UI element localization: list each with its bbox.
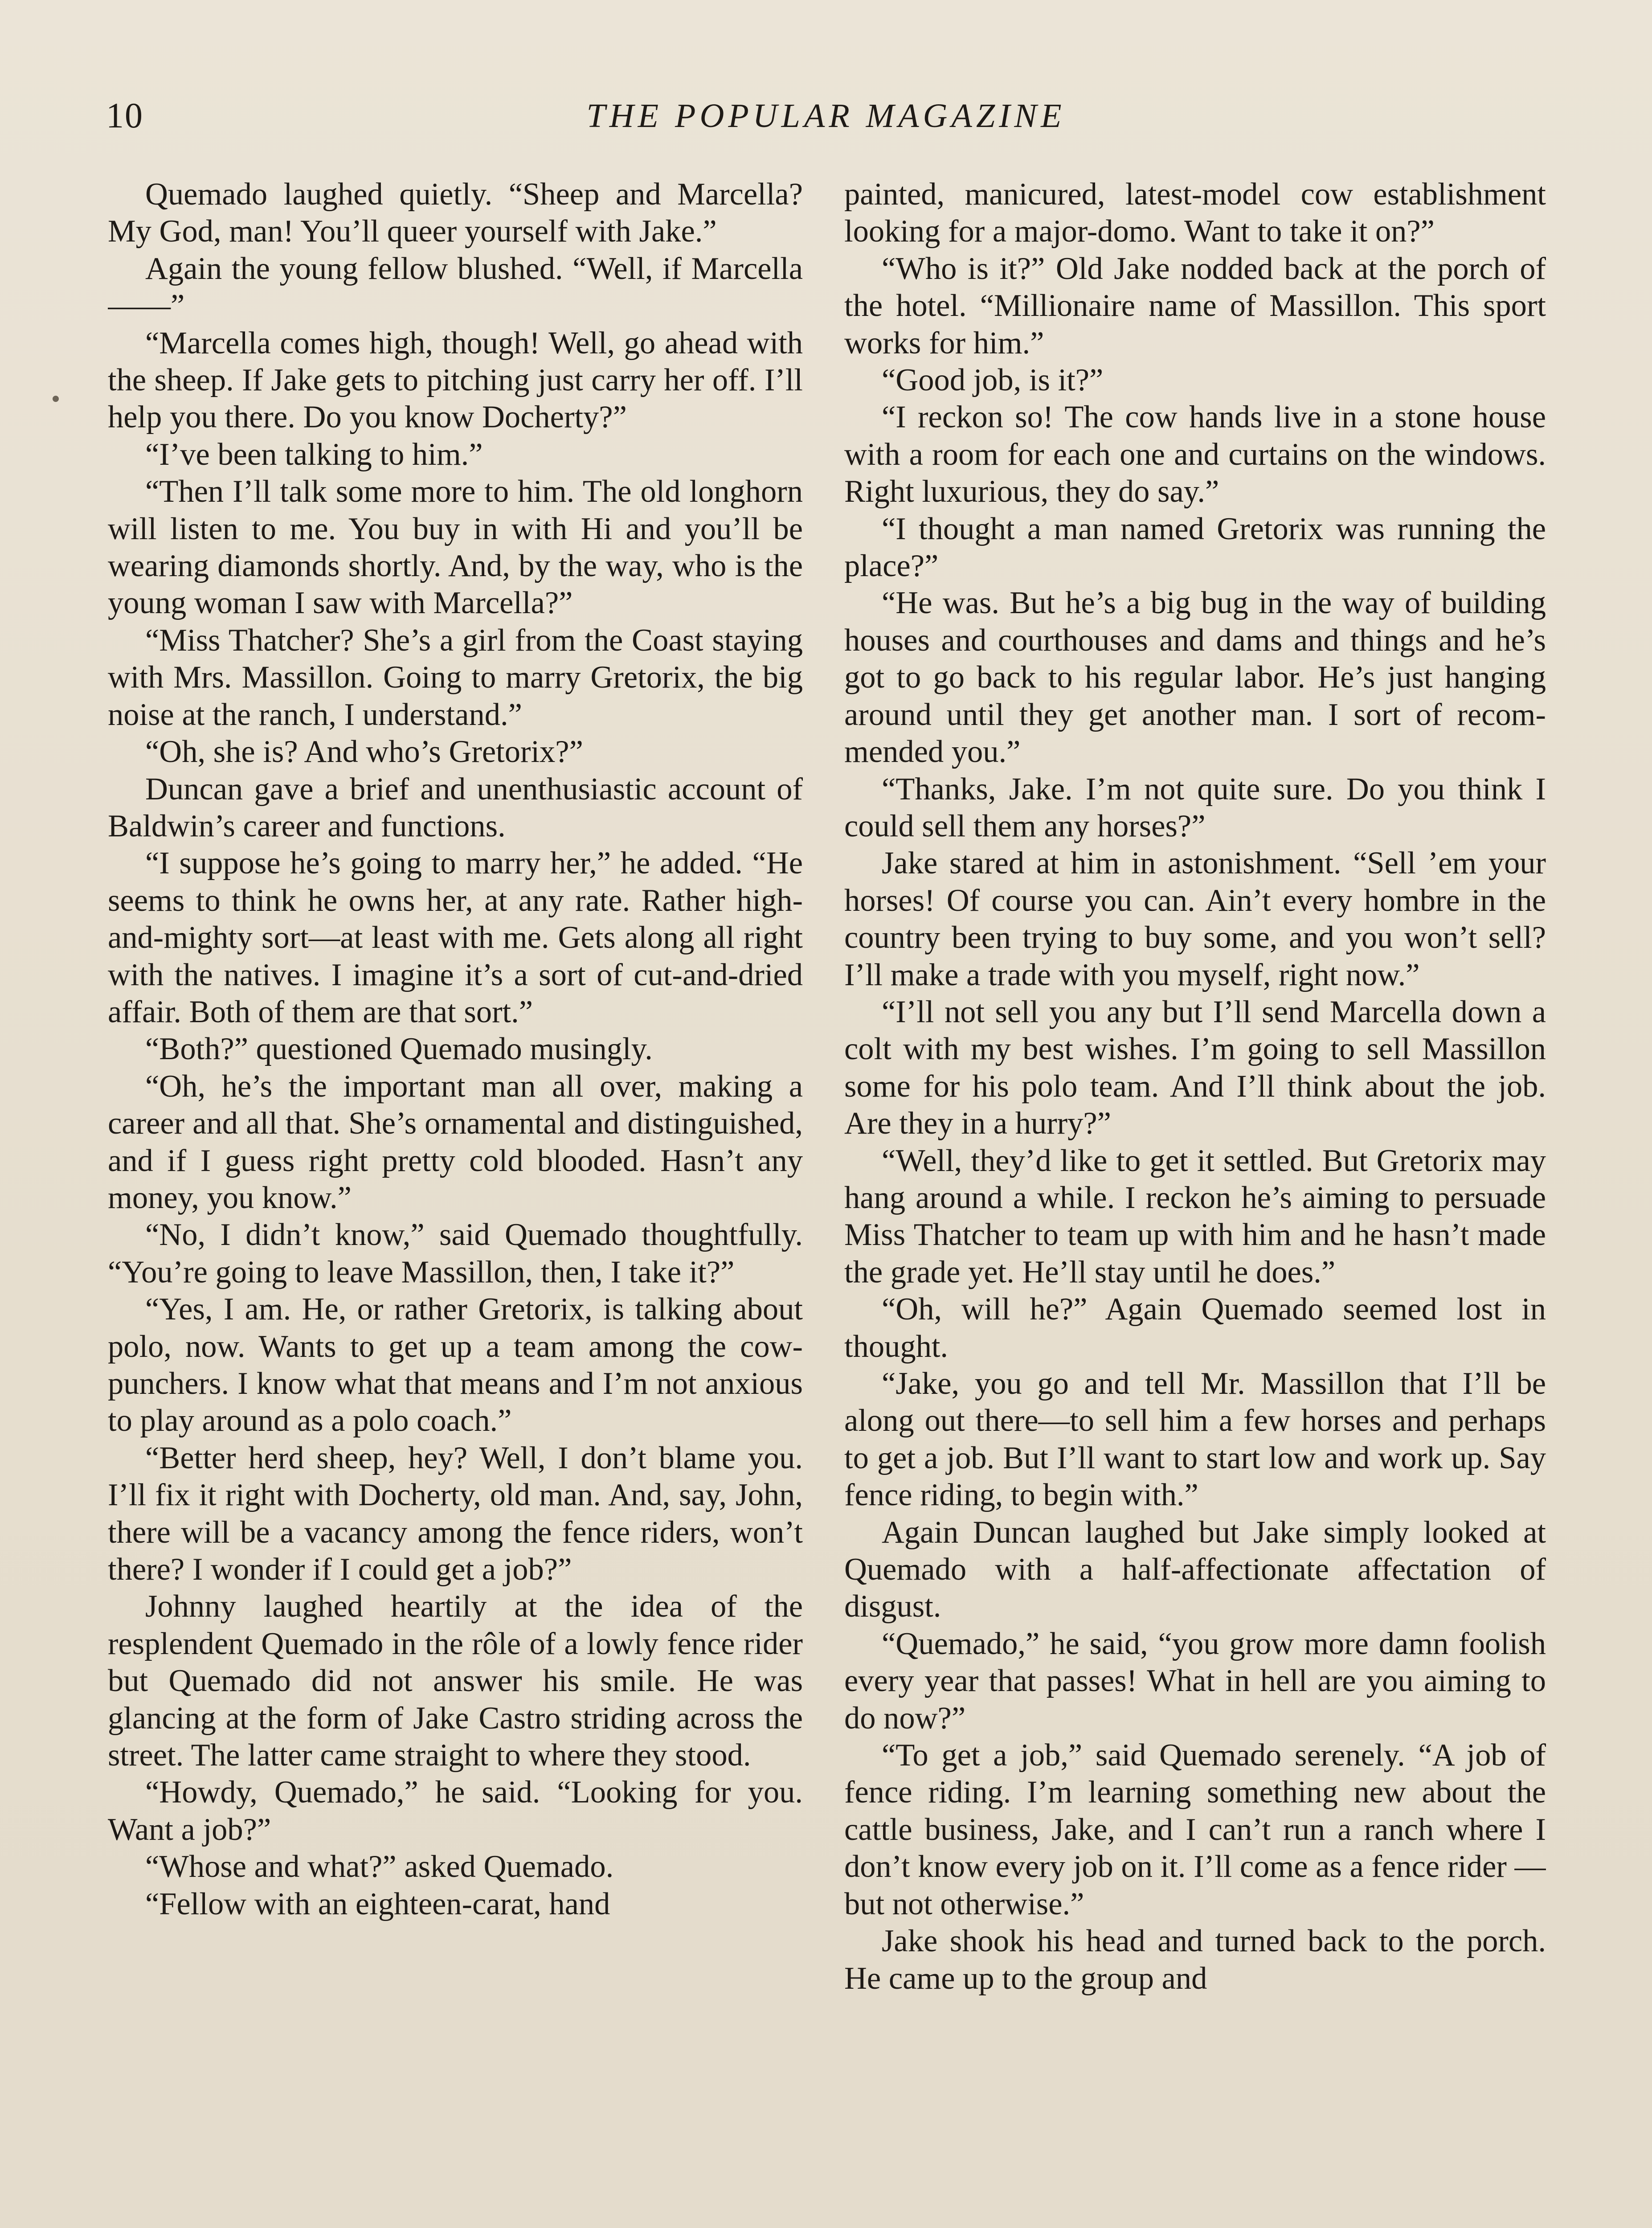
paragraph: “I reckon so! The cow hands live in a stone house with a room for each one and curtains on the windows. Right luxurious, they do say.”: [844, 400, 1546, 509]
paragraph: “Both?” questioned Quemado musingly.: [145, 1032, 653, 1067]
paragraph: “Oh, will he?” Again Quemado seemed lost in thought.: [844, 1292, 1546, 1364]
paragraph: Duncan gave a brief and unenthusiastic account of Baldwin’s career and functions.: [108, 771, 803, 844]
paragraph: Jake stared at him in astonishment. “Sell ’em your horses! Of course you can. Ain’t every hombre in the country been trying to buy some, and you won’t sell? I’ll make a trade with you myself, right now.”: [844, 846, 1546, 992]
page-header: [0, 91, 1652, 140]
left-column: [108, 176, 803, 2228]
ink-speck: [53, 396, 59, 402]
paragraph: “I suppose he’s going to marry her,” he added. “He seems to think he owns her, at any rate. Rather high-and-mighty sort—at least with me. Gets along all right with the natives. I imagine it’s a sort of cut-and-dried affair. Both of them are that sort.”: [108, 846, 803, 1029]
paragraph: “Yes, I am. He, or rather Gretorix, is talking about polo, now. Wants to get up a team among the cow-punchers. I know what that means and I’m not anxious to play around as a polo coach.”: [108, 1292, 803, 1438]
paragraph: “Who is it?” Old Jake nodded back at the porch of the hotel. “Millionaire name of Massillon. This sport works for him.”: [844, 251, 1546, 360]
paragraph: “Jake, you go and tell Mr. Massillon that I’ll be along out there—to sell him a few horses and perhaps to get a job. But I’ll want to start low and work up. Say fence riding, to begin with.”: [844, 1366, 1546, 1513]
paragraph: “He was. But he’s a big bug in the way of building houses and courthouses and dams and things and he’s got to go back to his regular labor. He’s just hanging around until they get another man. I sort of recommended you.”: [844, 586, 1546, 770]
paragraph: “Thanks, Jake. I’m not quite sure. Do you think I could sell them any horses?”: [844, 771, 1546, 844]
paragraph: “Well, they’d like to get it settled. But Gretorix may hang around a while. I reckon he’s aiming to persuade Miss Thatcher to team up with him and he hasn’t made the grade yet. He’ll stay until he does.”: [844, 1143, 1546, 1290]
paragraph: “I thought a man named Gretorix was running the place?”: [844, 511, 1546, 584]
paragraph: “Marcella comes high, though! Well, go ahead with the sheep. If Jake gets to pitching just carry her off. I’ll help you there. Do you know Docherty?”: [108, 325, 803, 435]
right-column: [844, 176, 1546, 2228]
paragraph: “Whose and what?” asked Quemado.: [145, 1849, 614, 1884]
paragraph: “Then I’ll talk some more to him. The old longhorn will listen to me. You buy in with Hi and you’ll be wearing diamonds shortly. And, by the way, who is the young woman I saw with Marcella?”: [108, 474, 803, 621]
paragraph: “Oh, he’s the important man all over, making a career and all that. She’s ornamental and distinguished, and if I guess right pretty cold blooded. Hasn’t any money, you know.”: [108, 1069, 803, 1215]
paragraph: “Oh, she is? And who’s Gretorix?”: [145, 734, 583, 770]
paragraph: Again the young fellow blushed. “Well, if Marcella——”: [108, 251, 803, 324]
paragraph: “Miss Thatcher? She’s a girl from the Coast staying with Mrs. Massillon. Going to marry Gretorix, the big noise at the ranch, I understand.”: [108, 623, 803, 732]
paragraph: “I’ll not sell you any but I’ll send Marcella down a colt with my best wishes. I’m going to sell Massillon some for his polo team. And I’ll think about the job. Are they in a hurry?”: [844, 994, 1546, 1141]
paragraph: “Howdy, Quemado,” he said. “Looking for you. Want a job?”: [108, 1775, 803, 1847]
paragraph: “No, I didn’t know,” said Quemado thoughtfully. “You’re going to leave Massillon, then, I take it?”: [108, 1217, 803, 1290]
page-number: 10: [106, 96, 143, 135]
paragraph: “Quemado,” he said, “you grow more damn foolish every year that passes! What in hell are you aiming to do now?”: [844, 1626, 1546, 1736]
paragraph: “Fellow with an eighteen-carat, hand: [145, 1886, 610, 1921]
paragraph: Jake shook his head and turned back to the porch. He came up to the group and: [844, 1924, 1546, 1996]
paragraph-continued: painted, manicured, latest-model cow establishment looking for a major-domo. Want to take it on?”: [844, 177, 1546, 249]
paragraph: “I’ve been talking to him.”: [145, 437, 483, 472]
paragraph: “Good job, is it?”: [882, 363, 1104, 398]
paragraph: Again Duncan laughed but Jake simply looked at Quemado with a half-affectionate affectation of disgust.: [844, 1515, 1546, 1624]
paragraph: “Better herd sheep, hey? Well, I don’t blame you. I’ll fix it right with Docherty, old man. And, say, John, there will be a vacancy among the fence riders, won’t there? I wonder if I could get a job?”: [108, 1440, 803, 1587]
paragraph: Johnny laughed heartily at the idea of the resplendent Quemado in the rôle of a lowly fence rider but Quemado did not answer his smile. He was glancing at the form of Jake Castro striding across the street. The latter came straight to where they stood.: [108, 1589, 803, 1773]
paragraph: Quemado laughed quietly. “Sheep and Marcella? My God, man! You’ll queer yourself with Jake.”: [108, 177, 803, 249]
paragraph: “To get a job,” said Quemado serenely. “A job of fence riding. I’m learning something new about the cattle business, Jake, and I can’t run a ranch where I don’t know every job on it. I’ll come as a fence rider —but not otherwise.”: [844, 1738, 1546, 1921]
running-head: THE POPULAR MAGAZINE: [586, 97, 1066, 135]
